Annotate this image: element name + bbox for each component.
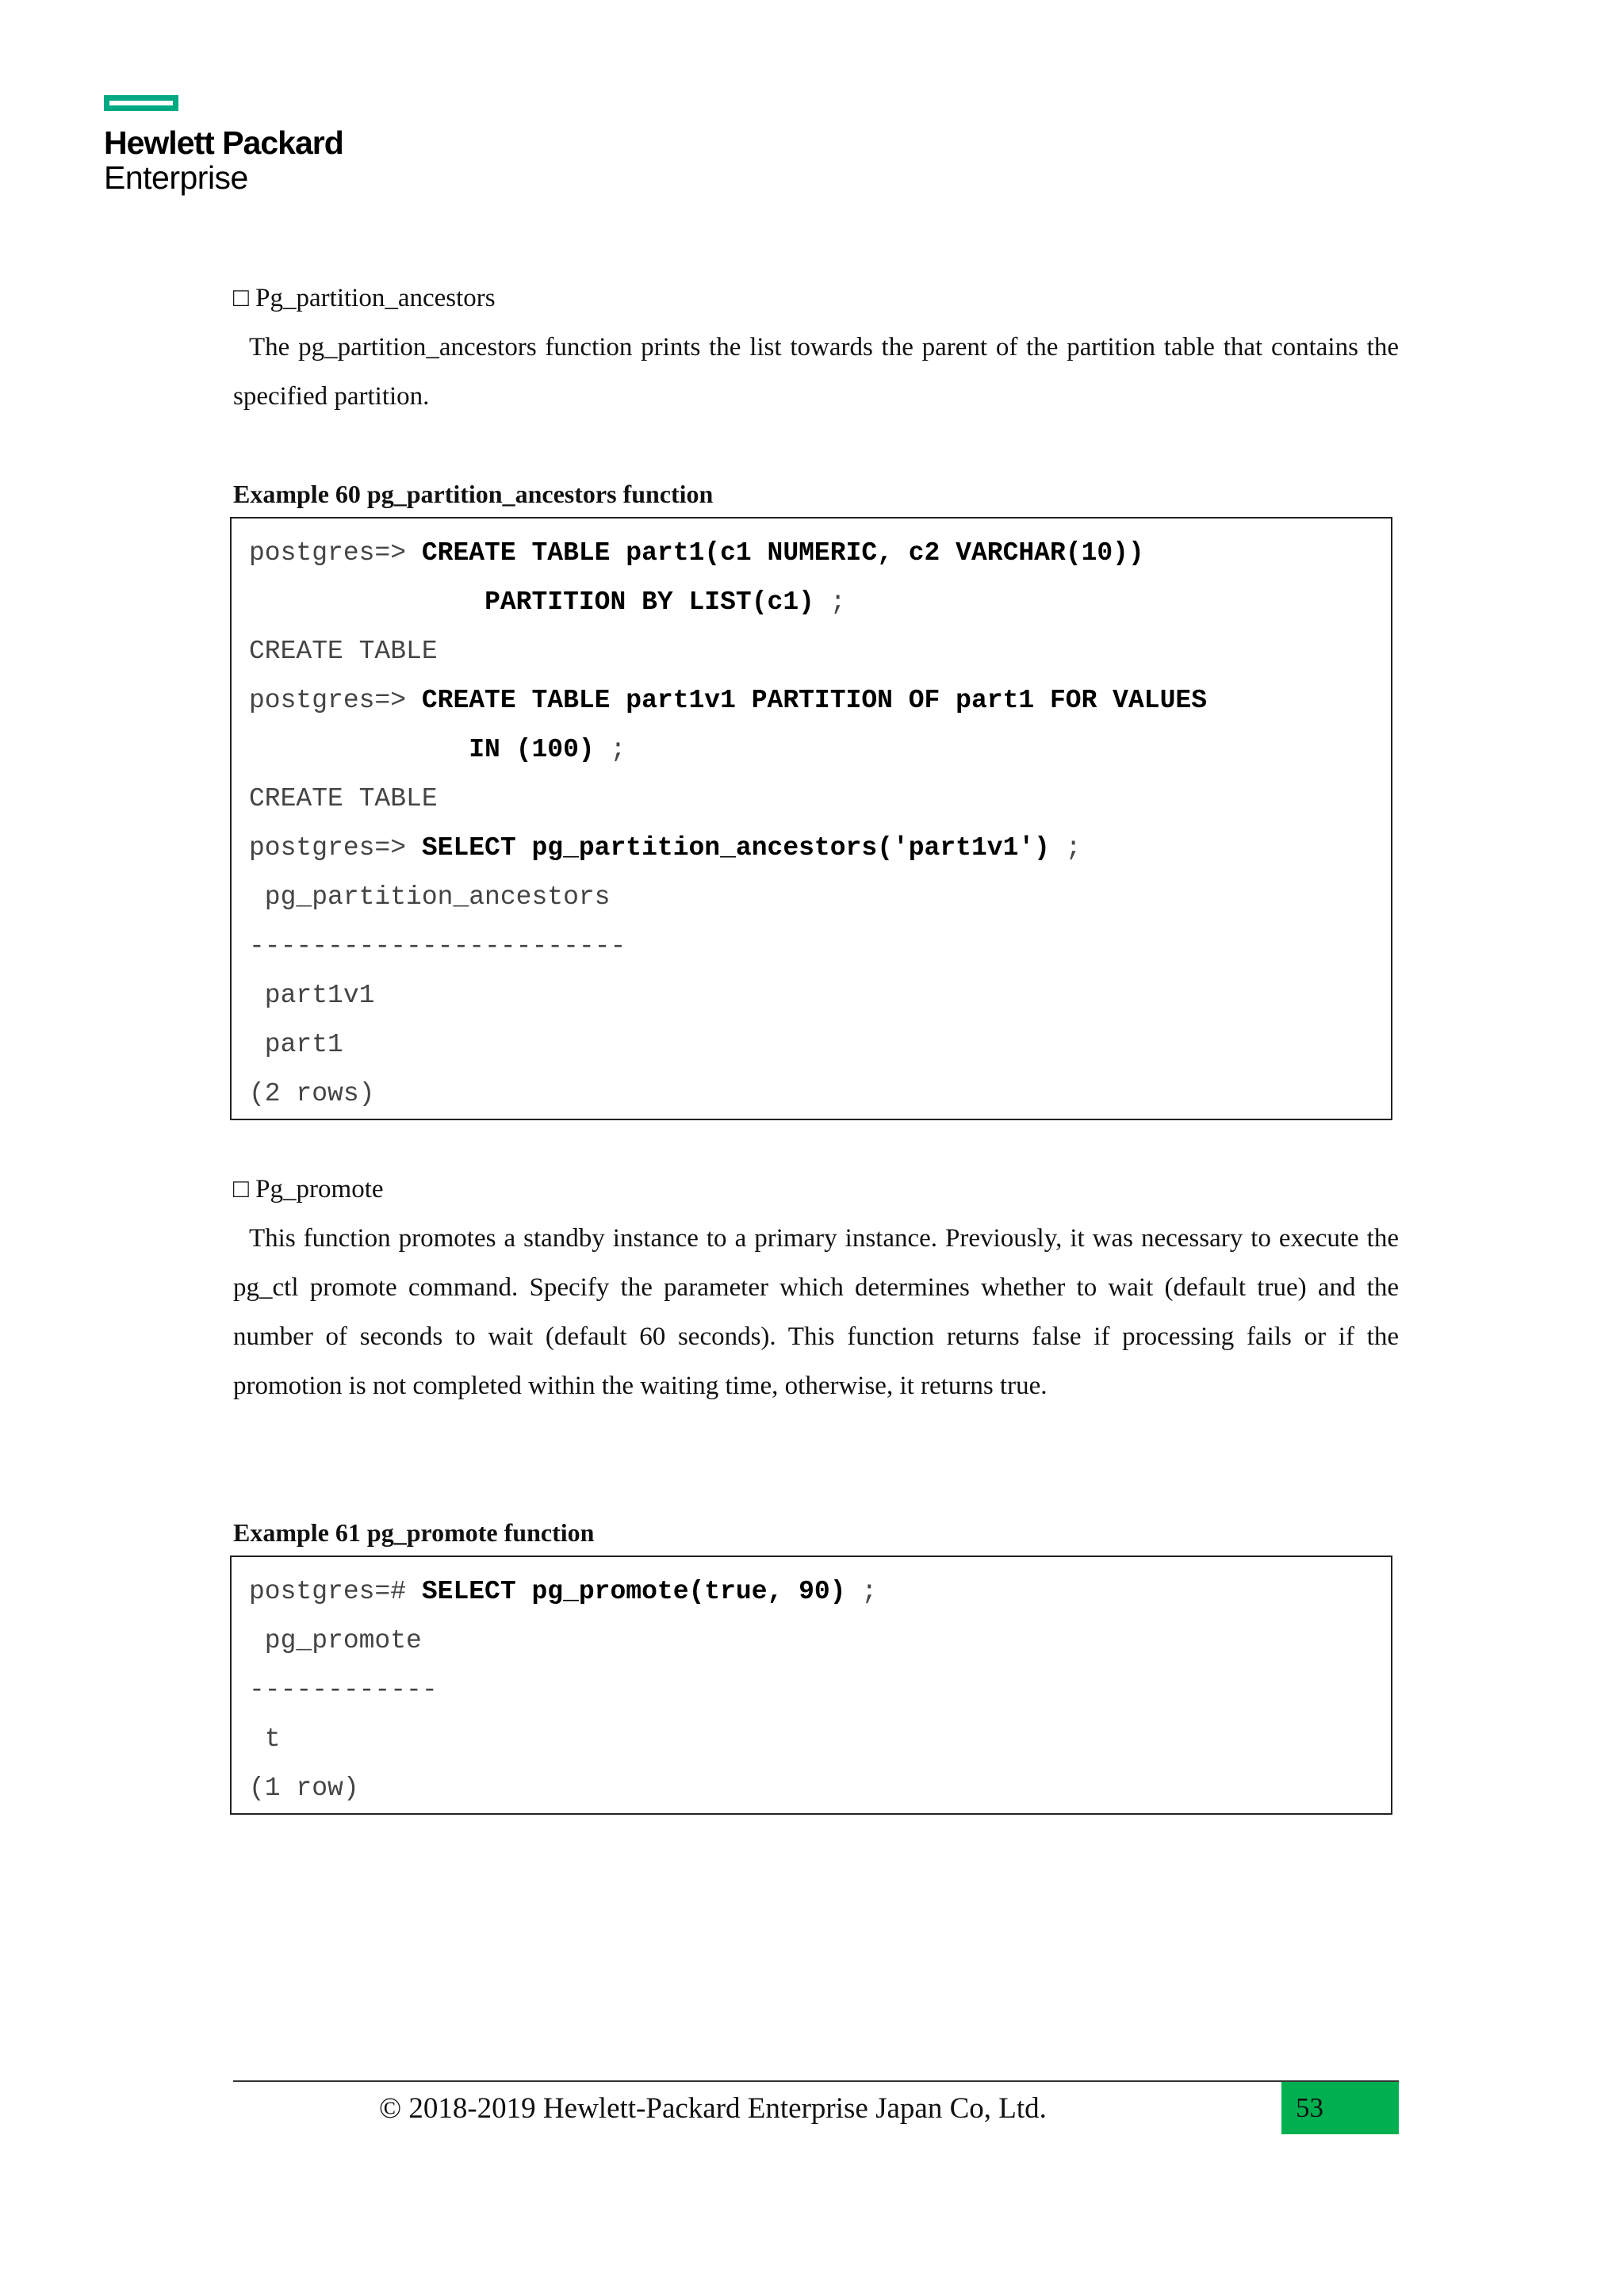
example-caption: Example 61 pg_promote function bbox=[233, 1518, 595, 1547]
code-text: CREATE TABLE bbox=[249, 784, 438, 813]
logo-text-line1: Hewlett Packard bbox=[104, 124, 343, 161]
code-text: part1 bbox=[249, 1030, 343, 1059]
code-text: postgres=> bbox=[249, 686, 422, 715]
code-command: CREATE TABLE part1v1 PARTITION OF part1 FOR VALUES bbox=[421, 686, 1208, 715]
hpe-logo-rectangle-icon bbox=[104, 95, 178, 111]
footer-copyright: © 2018-2019 Hewlett-Packard Enterprise Japan Co, Ltd. bbox=[379, 2092, 1047, 2125]
code-line bbox=[249, 1715, 1391, 1764]
code-command: IN (100) bbox=[469, 735, 595, 764]
code-text: ------------ bbox=[249, 1675, 438, 1705]
page-number: 53 bbox=[1281, 2082, 1399, 2134]
code-text: pg_promote bbox=[249, 1626, 422, 1655]
code-line bbox=[249, 1020, 1391, 1070]
section-body: This function promotes a standby instance to a primary instance. Previously, it was necessary to execute the pg_ctl promote command. Specify the parameter which determines whether to wait (default true) and the number of seconds to wait (default 60 seconds). This function returns false if processing fails or if the promotion is not completed within the waiting time, otherwise, it returns true. bbox=[233, 1224, 1399, 1400]
code-block bbox=[230, 517, 1392, 1120]
code-text: pg_partition_ancestors bbox=[249, 882, 611, 912]
code-text: CREATE TABLE bbox=[249, 637, 438, 666]
code-line bbox=[249, 873, 1391, 922]
code-text: (1 row) bbox=[249, 1774, 359, 1803]
code-command: CREATE TABLE part1(c1 NUMERIC, c2 VARCHAR(10)) bbox=[421, 538, 1144, 568]
code-line bbox=[249, 1666, 1391, 1715]
code-block bbox=[230, 1556, 1392, 1815]
code-text: postgres=> bbox=[249, 833, 422, 863]
hpe-logo bbox=[104, 95, 343, 195]
code-text: postgres=> bbox=[249, 538, 422, 568]
code-text: part1v1 bbox=[249, 981, 375, 1010]
code-text: t bbox=[249, 1724, 281, 1754]
code-line bbox=[249, 775, 1391, 824]
code-line bbox=[249, 1070, 1391, 1119]
code-line bbox=[249, 1764, 1391, 1813]
code-text: ------------------------ bbox=[249, 932, 626, 961]
code-text: ; bbox=[845, 1577, 878, 1606]
code-line bbox=[249, 1617, 1391, 1666]
code-command: SELECT pg_partition_ancestors('part1v1') bbox=[421, 833, 1050, 863]
code-line bbox=[249, 971, 1391, 1020]
code-command: SELECT pg_promote(true, 90) bbox=[421, 1577, 846, 1606]
code-line bbox=[249, 824, 1391, 873]
section-promote bbox=[233, 1165, 1399, 1410]
example-caption: Example 60 pg_partition_ancestors function bbox=[233, 480, 714, 508]
code-line bbox=[249, 725, 1391, 775]
code-text: postgres=# bbox=[249, 1577, 422, 1606]
footer-divider bbox=[233, 2080, 1399, 2082]
code-line bbox=[249, 529, 1391, 578]
code-text: ; bbox=[814, 587, 846, 617]
code-text bbox=[249, 735, 469, 764]
code-text: ; bbox=[1049, 833, 1082, 863]
code-text: (2 rows) bbox=[249, 1079, 375, 1108]
section-heading: □ Pg_partition_ancestors bbox=[233, 284, 496, 312]
code-line bbox=[249, 922, 1391, 971]
code-text: ; bbox=[594, 735, 626, 764]
code-line bbox=[249, 676, 1391, 725]
code-line bbox=[249, 1567, 1391, 1617]
section-body: The pg_partition_ancestors function prints the list towards the parent of the partition table that contains the specified partition. bbox=[233, 333, 1399, 411]
code-line bbox=[249, 578, 1391, 627]
code-line bbox=[249, 627, 1391, 676]
logo-text-line2: Enterprise bbox=[104, 159, 248, 196]
code-text bbox=[249, 587, 485, 617]
code-command: PARTITION BY LIST(c1) bbox=[485, 587, 814, 617]
section-partition-ancestors bbox=[233, 274, 1399, 421]
section-heading: □ Pg_promote bbox=[233, 1175, 384, 1203]
